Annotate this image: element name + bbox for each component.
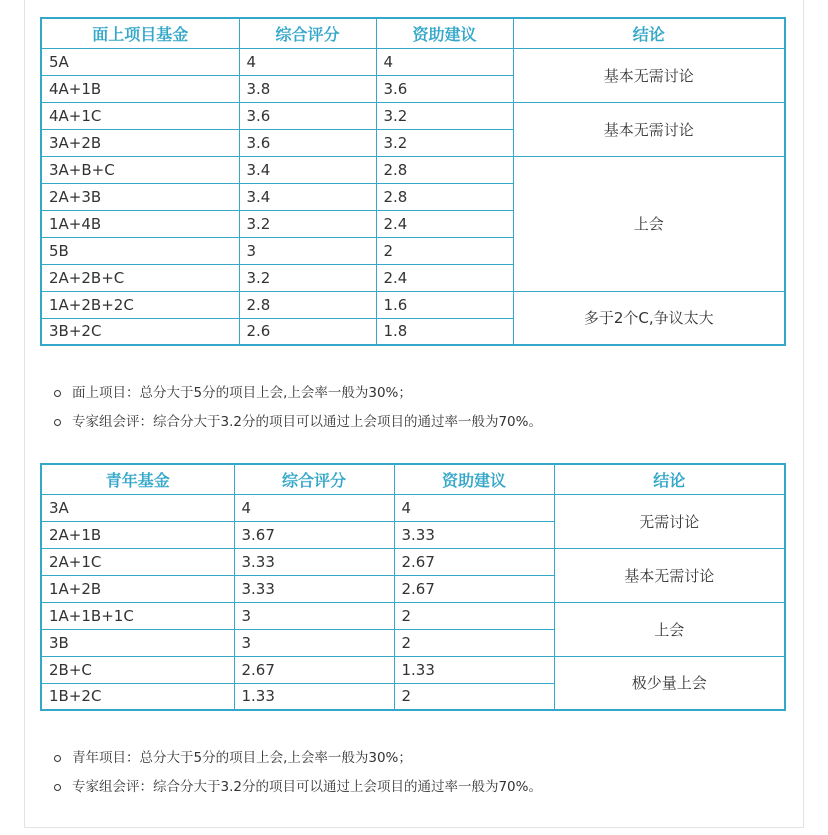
general-fund-table	[40, 17, 786, 346]
table-row	[41, 102, 785, 129]
score-cell: 2.67	[234, 656, 394, 683]
score-cell: 1.33	[234, 683, 394, 710]
score-cell: 3.33	[234, 548, 394, 575]
note-item	[52, 381, 542, 410]
combination-cell: 3B	[41, 629, 234, 656]
funding-cell: 1.6	[376, 291, 513, 318]
funding-cell: 2	[376, 237, 513, 264]
combination-cell: 2A+1C	[41, 548, 234, 575]
table-row	[41, 602, 785, 629]
column-header: 综合评分	[239, 18, 376, 48]
combination-cell: 4A+1C	[41, 102, 239, 129]
funding-cell: 3.2	[376, 129, 513, 156]
conclusion-cell: 上会	[513, 156, 785, 291]
conclusion-cell: 极少量上会	[554, 656, 785, 710]
bullet-icon	[54, 755, 61, 762]
column-header: 资助建议	[376, 18, 513, 48]
conclusion-cell: 多于2个C,争议太大	[513, 291, 785, 345]
combination-cell: 2A+2B+C	[41, 264, 239, 291]
score-cell: 3.2	[239, 210, 376, 237]
funding-cell: 4	[394, 494, 554, 521]
combination-cell: 3A+B+C	[41, 156, 239, 183]
combination-cell: 3B+2C	[41, 318, 239, 345]
bullet-icon	[54, 419, 61, 426]
funding-cell: 2.4	[376, 264, 513, 291]
funding-cell: 3.6	[376, 75, 513, 102]
conclusion-cell: 无需讨论	[554, 494, 785, 548]
column-header: 结论	[554, 464, 785, 494]
funding-cell: 2.67	[394, 548, 554, 575]
combination-cell: 2A+3B	[41, 183, 239, 210]
combination-cell: 4A+1B	[41, 75, 239, 102]
note-text: 专家组会评：综合分大于3.2分的项目可以通过上会项目的通过率一般为70%。	[72, 779, 542, 795]
funding-cell: 1.33	[394, 656, 554, 683]
funding-cell: 2	[394, 602, 554, 629]
table-row	[41, 494, 785, 521]
column-header: 青年基金	[41, 464, 234, 494]
combination-cell: 5A	[41, 48, 239, 75]
note-text: 专家组会评：综合分大于3.2分的项目可以通过上会项目的通过率一般为70%。	[72, 414, 542, 430]
table-row	[41, 291, 785, 318]
youth-fund-notes	[52, 746, 542, 804]
general-fund-notes	[52, 381, 542, 439]
combination-cell: 3A	[41, 494, 234, 521]
score-cell: 3	[239, 237, 376, 264]
score-cell: 3.33	[234, 575, 394, 602]
bullet-icon	[54, 784, 61, 791]
combination-cell: 1A+4B	[41, 210, 239, 237]
column-header: 资助建议	[394, 464, 554, 494]
table-row	[41, 656, 785, 683]
combination-cell: 2A+1B	[41, 521, 234, 548]
combination-cell: 1A+2B	[41, 575, 234, 602]
score-cell: 3	[234, 629, 394, 656]
note-text: 面上项目：总分大于5分的项目上会,上会率一般为30%；	[72, 385, 412, 401]
table-row	[41, 548, 785, 575]
conclusion-cell: 基本无需讨论	[513, 102, 785, 156]
score-cell: 3.4	[239, 183, 376, 210]
table-header-row	[41, 464, 785, 494]
note-item	[52, 746, 542, 775]
score-cell: 3.2	[239, 264, 376, 291]
youth-fund-table	[40, 463, 786, 711]
column-header: 面上项目基金	[41, 18, 239, 48]
funding-cell: 2.4	[376, 210, 513, 237]
column-header: 综合评分	[234, 464, 394, 494]
score-cell: 3	[234, 602, 394, 629]
funding-cell: 4	[376, 48, 513, 75]
note-item	[52, 775, 542, 804]
score-cell: 2.8	[239, 291, 376, 318]
score-cell: 4	[234, 494, 394, 521]
combination-cell: 3A+2B	[41, 129, 239, 156]
combination-cell: 5B	[41, 237, 239, 264]
bullet-icon	[54, 390, 61, 397]
combination-cell: 2B+C	[41, 656, 234, 683]
note-item	[52, 410, 542, 439]
combination-cell: 1A+2B+2C	[41, 291, 239, 318]
combination-cell: 1B+2C	[41, 683, 234, 710]
score-cell: 3.8	[239, 75, 376, 102]
column-header: 结论	[513, 18, 785, 48]
funding-cell: 2.8	[376, 183, 513, 210]
funding-cell: 3.2	[376, 102, 513, 129]
funding-cell: 2	[394, 629, 554, 656]
conclusion-cell: 基本无需讨论	[513, 48, 785, 102]
combination-cell: 1A+1B+1C	[41, 602, 234, 629]
score-cell: 4	[239, 48, 376, 75]
funding-cell: 3.33	[394, 521, 554, 548]
funding-cell: 2.8	[376, 156, 513, 183]
score-cell: 3.6	[239, 129, 376, 156]
table-row	[41, 48, 785, 75]
conclusion-cell: 上会	[554, 602, 785, 656]
table-header-row	[41, 18, 785, 48]
funding-cell: 2	[394, 683, 554, 710]
score-cell: 3.67	[234, 521, 394, 548]
funding-cell: 1.8	[376, 318, 513, 345]
note-text: 青年项目：总分大于5分的项目上会,上会率一般为30%；	[72, 750, 412, 766]
score-cell: 3.6	[239, 102, 376, 129]
table-row	[41, 156, 785, 183]
conclusion-cell: 基本无需讨论	[554, 548, 785, 602]
score-cell: 2.6	[239, 318, 376, 345]
funding-cell: 2.67	[394, 575, 554, 602]
score-cell: 3.4	[239, 156, 376, 183]
